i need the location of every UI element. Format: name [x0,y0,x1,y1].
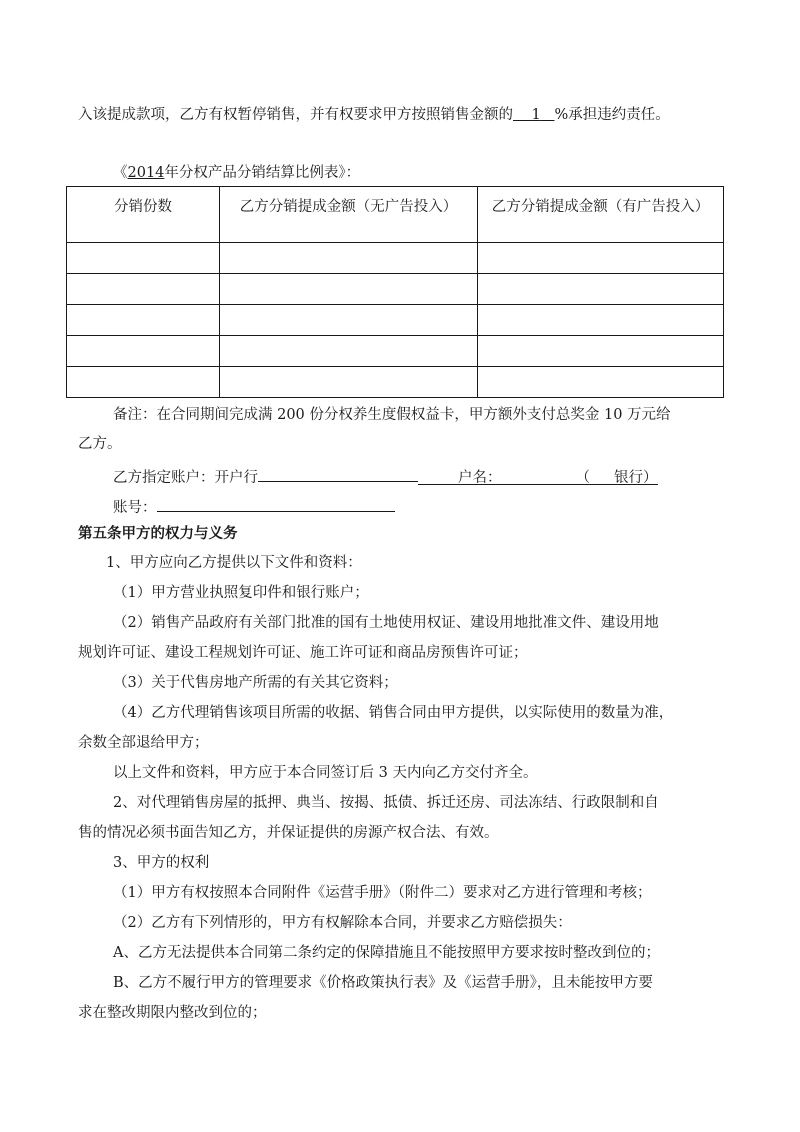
account-number-blank [157,495,395,512]
table-cell [67,367,220,398]
article-5-item-1-1: （1）甲方营业执照复印件和银行账户； [113,585,369,601]
table-title-year: 2014 [127,165,165,181]
table-cell [67,274,220,305]
article-5-item-3: 3、甲方的权利 [113,855,210,871]
settlement-ratio-table [66,186,724,398]
table-cell [220,243,478,274]
article-5-item-1-4b: 余数全部退给甲方； [78,735,209,751]
article-5-item-3-2: （2）乙方有下列情形的，甲方有权解除本合同，并要求乙方赔偿损失： [113,915,572,931]
clause-text-before: 入该提成款项，乙方有权暂停销售，并有权要求甲方按照销售金额的 [78,107,513,123]
col-header-commission-no-ads: 乙方分销提成金额（无广告投入） [220,187,478,243]
table-cell [478,367,724,398]
bank-name-label: 银行） [614,470,658,486]
bank-label: 乙方指定账户：开户行 [113,470,258,486]
article-5-item-1-2a: （2）销售产品政府有关部门批准的国有土地使用权证、建设用地批准文件、建设用地 [113,615,659,631]
table-cell [478,243,724,274]
account-number-label: 账号： [113,500,157,516]
remark-line-2: 乙方。 [78,436,122,452]
article-5-item-3-1: （1）甲方有权按照本合同附件《运营手册》（附件二）要求对乙方进行管理和考核； [113,885,652,901]
table-cell [478,305,724,336]
article-5-item-2a: 2、对代理销售房屋的抵押、典当、按揭、抵债、拆迁还房、司法冻结、行政限制和自 [113,795,659,811]
table-cell [67,305,220,336]
table-title: 《2014年分权产品分销结算比例表》： [113,165,361,181]
table-cell [478,274,724,305]
clause-text-after: %承担违约责任。 [554,107,670,123]
article-5-item-3-b1: B、乙方不履行甲方的管理要求《价格政策执行表》及《运营手册》，且未能按甲方要 [113,975,653,991]
remark-line-1: 备注：在合同期间完成满 200 份分权养生度假权益卡，甲方额外支付总奖金 10 万元给 [113,407,671,423]
table-cell [67,336,220,367]
article-5-item-1: 1、甲方应向乙方提供以下文件和资料： [106,555,362,571]
table-row [67,336,724,367]
table-cell [220,367,478,398]
holder-label: 户名： [458,470,502,486]
article-5-item-1-4a: （4）乙方代理销售该项目所需的收据、销售合同由甲方提供，以实际使用的数量为准， [113,705,674,721]
table-row [67,274,724,305]
table-header-row [67,187,724,243]
article-5-item-3-a: A、乙方无法提供本合同第二条约定的保障措施且不能按照甲方要求按时整改到位的； [113,945,660,961]
article-5-item-1-2b: 规划许可证、建设工程规划许可证、施工许可证和商品房预售许可证； [78,645,528,661]
article-5-heading: 第五条甲方的权力与义务 [78,526,238,542]
article-5-item-1-5: 以上文件和资料，甲方应于本合同签订后 3 天内向乙方交付齐全。 [113,765,538,781]
article-5-item-3-b2: 求在整改期限内整改到位的； [78,1005,267,1021]
table-row [67,305,724,336]
col-header-copies: 分销份数 [67,187,220,243]
account-line [113,465,658,488]
table-row [67,367,724,398]
holder-segment: 户名： （ 银行） [418,468,658,485]
article-5-item-1-3: （3）关于代售房地产所需的有关其它资料； [113,675,398,691]
account-number-line [113,495,395,518]
table-cell [478,336,724,367]
col-header-commission-with-ads: 乙方分销提成金额（有广告投入） [478,187,724,243]
bank-blank [258,465,418,482]
table-cell [220,336,478,367]
table-cell [220,274,478,305]
table-row [67,243,724,274]
article-5-item-2b: 售的情况必须书面告知乙方，并保证提供的房源产权合法、有效。 [78,825,499,841]
table-cell [220,305,478,336]
clause-continuation [78,105,670,125]
penalty-rate: 1 [531,107,541,123]
table-cell [67,243,220,274]
